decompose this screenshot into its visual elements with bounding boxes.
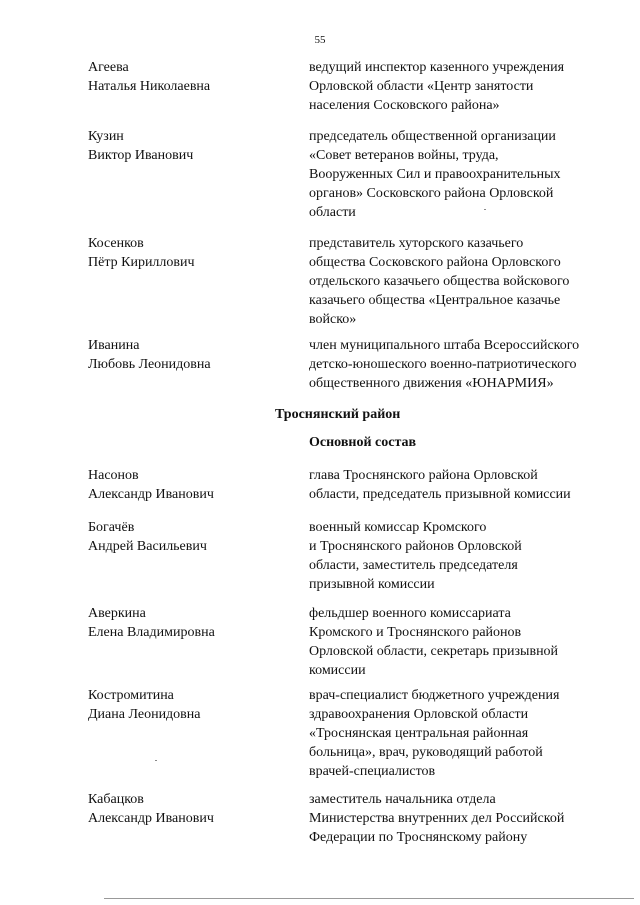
member-name [88, 336, 293, 374]
member-name [88, 234, 293, 272]
given-names: Пётр Кириллович [88, 255, 195, 270]
role-line: «Троснянская центральная районная [309, 726, 529, 741]
role-line: член муниципального штаба Всероссийского [309, 338, 580, 353]
member-role [309, 466, 609, 504]
role-line: Орловской области «Центр занятости [309, 79, 534, 94]
surname: Костромитина [88, 688, 174, 703]
given-names: Александр Иванович [88, 811, 214, 826]
district-heading: Троснянский район [275, 407, 401, 422]
role-line: Министерства внутренних дел Российской [309, 811, 565, 826]
role-line: Вооруженных Сил и правоохранительных [309, 167, 561, 182]
given-names: Любовь Леонидовна [88, 357, 211, 372]
surname: Насонов [88, 468, 139, 483]
role-line: органов» Сосковского района Орловской [309, 186, 554, 201]
role-line: общества Сосковского района Орловского [309, 255, 561, 270]
role-line: населения Сосковского района» [309, 98, 500, 113]
role-line: ведущий инспектор казенного учреждения [309, 60, 565, 75]
bottom-rule [104, 898, 634, 899]
surname: Аверкина [88, 606, 146, 621]
role-line: комиссии [309, 663, 366, 678]
role-line: врачей-специалистов [309, 764, 436, 779]
role-line: детско-юношеского военно-патриотического [309, 357, 577, 372]
role-line: призывной комиссии [309, 577, 435, 592]
member-name [88, 790, 293, 828]
role-line: области, председатель призывной комиссии [309, 487, 571, 502]
surname: Агеева [88, 60, 129, 75]
member-name [88, 604, 293, 642]
member-role [309, 686, 609, 781]
member-role [309, 790, 609, 847]
surname: Кабацков [88, 792, 144, 807]
role-line: представитель хуторского казачьего [309, 236, 524, 251]
surname: Богачёв [88, 520, 135, 535]
surname: Кузин [88, 129, 124, 144]
role-line: «Совет ветеранов войны, труда, [309, 148, 499, 163]
page-number: 55 [314, 34, 326, 46]
member-name [88, 466, 293, 504]
member-name [88, 127, 293, 165]
given-names: Диана Леонидовна [88, 707, 201, 722]
role-line: председатель общественной организации [309, 129, 556, 144]
member-name [88, 58, 293, 96]
role-line: врач-специалист бюджетного учреждения [309, 688, 560, 703]
role-line: здравоохранения Орловской области [309, 707, 529, 722]
role-line: Федерации по Троснянскому району [309, 830, 528, 845]
role-line: заместитель начальника отдела [309, 792, 496, 807]
role-line: больница», врач, руководящий работой [309, 745, 543, 760]
given-names: Александр Иванович [88, 487, 214, 502]
member-role [309, 518, 609, 594]
role-line: глава Троснянского района Орловской [309, 468, 538, 483]
member-role [309, 234, 609, 329]
role-line: войско» [309, 312, 357, 327]
member-role [309, 604, 609, 680]
role-line: фельдшер военного комиссариата [309, 606, 511, 621]
given-names: Елена Владимировна [88, 625, 215, 640]
role-line: общественного движения «ЮНАРМИЯ» [309, 376, 554, 391]
member-name [88, 518, 293, 556]
composition-heading: Основной состав [309, 435, 417, 450]
role-line: области, заместитель председателя [309, 558, 518, 573]
role-line: Орловской области, секретарь призывной [309, 644, 559, 659]
role-line: казачьего общества «Центральное казачье [309, 293, 561, 308]
given-names: Виктор Иванович [88, 148, 194, 163]
given-names: Андрей Васильевич [88, 539, 207, 554]
member-name [88, 686, 293, 724]
role-line: и Троснянского районов Орловской [309, 539, 522, 554]
member-role [309, 336, 609, 393]
member-role [309, 58, 609, 115]
scan-artifact [155, 760, 157, 761]
role-line: военный комиссар Кромского [309, 520, 487, 535]
role-line: Кромского и Троснянского районов [309, 625, 522, 640]
role-line: отдельского казачьего общества войскового [309, 274, 570, 289]
surname: Косенков [88, 236, 144, 251]
given-names: Наталья Николаевна [88, 79, 211, 94]
member-role [309, 127, 609, 222]
surname: Иванина [88, 338, 140, 353]
scan-artifact [484, 209, 486, 210]
role-line: области [309, 205, 356, 220]
